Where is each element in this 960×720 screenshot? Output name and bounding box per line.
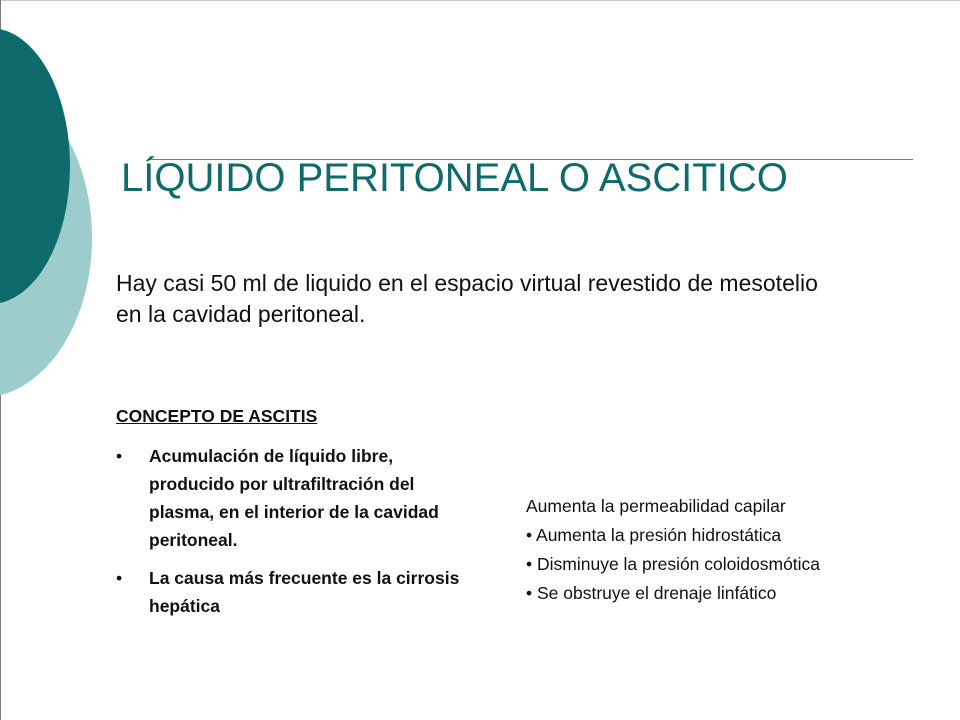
concept-bullet-text: La causa más frecuente es la cirrosis hepática	[149, 568, 460, 616]
causes-line: Aumenta la permeabilidad capilar	[526, 496, 786, 516]
causes-line: • Aumenta la presión hidrostática	[526, 525, 782, 545]
concept-bullet-item	[116, 442, 466, 554]
causes-list	[526, 492, 946, 608]
concept-heading: CONCEPTO DE ASCITIS	[116, 406, 318, 426]
causes-line: • Disminuye la presión coloidosmótica	[526, 554, 821, 574]
slide-top-border	[0, 0, 960, 1]
bullet-marker: •	[116, 446, 123, 466]
concept-bullet-item	[116, 564, 466, 620]
bullet-marker: •	[116, 568, 123, 588]
concept-bullet-list	[116, 442, 466, 630]
intro-paragraph: Hay casi 50 ml de liquido en el espacio virtual revestido de mesotelio en la cavidad peritoneal.	[116, 270, 818, 327]
causes-line: • Se obstruye el drenaje linfático	[526, 583, 777, 603]
concept-bullet-text: Acumulación de líquido libre, producido por ultrafiltración del plasma, en el interior de la cavidad peritoneal.	[149, 446, 439, 550]
slide-title: LÍQUIDO PERITONEAL O ASCITICO	[121, 156, 788, 200]
decorative-circles	[0, 0, 120, 400]
